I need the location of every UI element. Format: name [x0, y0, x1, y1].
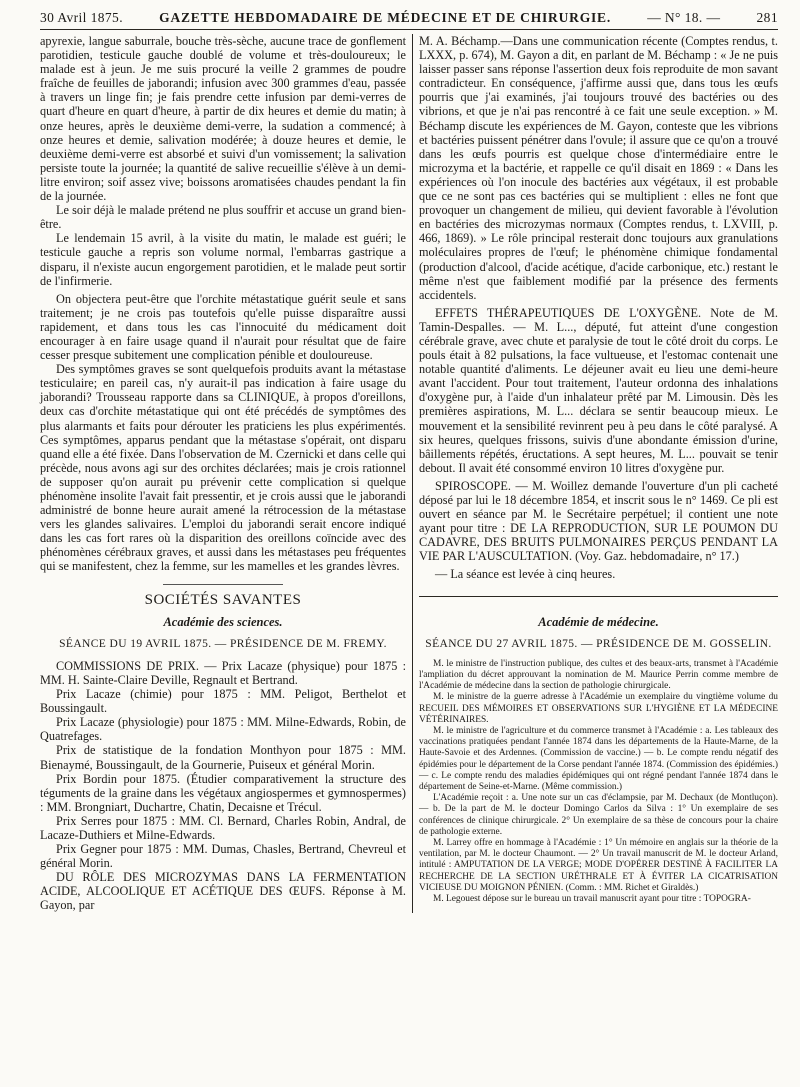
oxygen-paragraph: EFFETS THÉRAPEUTIQUES DE L'OXYGÈNE. Note de M. Tamin-Despalles. — M. L..., député, fut atteint d'une congestion cérébrale grave, avec chute et paralysie de tout le côté droit du corps. Le pouls était à 82 pulsations, la face vultueuse, et l'estomac contenait une notable quantité d'aliments. Le déjeuner avait eu lieu une demi-heure avant l'accident. Pour tout traitement, l'auteur ordonna des inhalations d'oxygène pur, à l'aide d'un inhalateur prêté par M. Limousin. Dès les premières aspirations, M. L... déclara se sentir beaucoup mieux. Le mouvement et la sensibilité revinrent peu à peu dans le côté paralysé. A six heures, quelques frissons, suivis d'une abondante émission d'urine, bâillements répétés, éructations. A sept heures, M. L... pouvait se tenir debout. Il avait été consommé environ 10 litres d'oxygène pur.: [419, 305, 778, 475]
meeting-heading-sciences: SÉANCE DU 19 AVRIL 1875. — PRÉSIDENCE DE M. FREMY.: [59, 637, 387, 650]
left-column: [40, 34, 412, 913]
section-divider: [163, 584, 283, 585]
academy-medicine-heading: Académie de médecine.: [538, 614, 659, 629]
correspondence-item: M. le ministre de l'instruction publique, des cultes et des beaux-arts, transmet à l'Académie l'ampliation du décret approuvant la nomination de M. Maurice Perrin comme membre de l'Académie de médecine dans la section de pathologie chirurgicale.: [419, 658, 778, 692]
correspondence-item: M. Larrey offre en hommage à l'Académie : 1° Un mémoire en anglais sur la théorie de la ventilation, par M. le docteur Chaumont. — 2° Un travail manuscrit de M. le docteur Arland, intitulé : AMPUTATION DE LA VERGE; MODE D'OPÉRER DESTINÉ À FACILITER LA RECHERCHE DE LA SECTION URÉTHRALE ET À ÉVITER LA CICATRISATION VICIEUSE DU MOIGNON PÉNIEN. (Comm. : MM. Richet et Giraldès.): [419, 838, 778, 893]
case-paragraph-2: Le soir déjà le malade prétend ne plus souffrir et accuse un grand bien-être.: [40, 203, 406, 232]
commission-item: Prix Lacaze (chimie) pour 1875 : MM. Peligot, Berthelot et Boussingault.: [40, 687, 406, 716]
commission-item: Prix Gegner pour 1875 : MM. Dumas, Chasles, Bertrand, Chevreul et général Morin.: [40, 842, 406, 871]
meeting-heading-medicine: SÉANCE DU 27 AVRIL 1875. — PRÉSIDENCE DE M. GOSSELIN.: [425, 637, 772, 650]
page-number: 281: [756, 10, 778, 25]
correspondence-item: M. Legouest dépose sur le bureau un travail manuscrit ayant pour titre : TOPOGRA-: [433, 894, 751, 905]
commission-item: COMMISSIONS DE PRIX. — Prix Lacaze (physique) pour 1875 : MM. H. Sainte-Claire Deville, Regnault et Bertrand.: [40, 658, 406, 687]
case-paragraph-1: apyrexie, langue saburrale, bouche très-sèche, aucune trace de gonflement parotidien, testicule gauche doublé de volume et très-douloureux; le malade est à jeun. Je me suis procuré la veille 2 grammes de poudre fraîche de feuilles de jaborandi; infusion avec 300 grammes d'eau, passée à travers un linge fin; je fais prendre cette infusion par demi-verres de quart d'heure en quart d'heure, à partir de dix heures et demie du matin; à onze heures, après le deuxième demi-verre, la sudation a commencé; à onze heures et demie, salivation modérée; à douze heures et demie, le deuxième demi-verre est absorbé et suivi d'un vomissement; la salivation persiste toute la journée; la quantité de salive recueillie s'élève à un demi-litre environ; soif assez vive; boissons aromatisées chaudes pendant la fin de la journée.: [40, 34, 406, 204]
commission-item: Prix Lacaze (physiologie) pour 1875 : MM. Milne-Edwards, Robin, de Quatrefages.: [40, 715, 406, 744]
correspondence-item: L'Académie reçoit : a. Une note sur un cas d'éclampsie, par M. Dechaux (de Montluçon). — b. De la part de M. le docteur Domingo Carlos da Silva : 1° Un exemplaire de ses conférences de clinique chirurgicale. 2° Un exemplaire de sa thèse de concours pour la chaire de pathologie externe.: [419, 793, 778, 837]
running-header: [40, 10, 778, 30]
section-divider: [419, 596, 778, 597]
case-paragraph-3: Le lendemain 15 avril, à la visite du matin, le malade est guéri; le testicule gauche a repris son volume normal, l'embarras gastrique a disparu, il n'existe aucun engorgement parotidien, et le malade peut sortir de l'infirmerie.: [40, 231, 406, 288]
correspondence-item: M. le ministre de l'agriculture et du commerce transmet à l'Académie : a. Les tableaux des vaccinations pratiquées pendant l'année 1874 dans les départements de la Haute-Marne, de la Haute-Savoie et des Ardennes. (Commission de vaccine.) — b. Le compte rendu négatif des épidémies pour le département de la Corse pendant l'année 1874. (Commission des épidémies.) — c. Le compte rendu des maladies épidémiques qui ont régné pendant l'année 1874 dans le département de Seine-et-Marne. (Même commission.): [419, 725, 778, 792]
discussion-paragraph-1: On objectera peut-être que l'orchite métastatique guérit seule et sans traitement; je ne crois pas toutefois qu'elle puisse disparaître aussi rapidement, et dans tous les cas l'innocuité du médicament doit encourager à en faire usage quand il n'aurait pour résultat que de faire cesser presque subitement une complication pénible et douloureuse.: [40, 291, 406, 363]
spiroscope-paragraph: SPIROSCOPE. — M. Woillez demande l'ouverture d'un pli cacheté déposé par lui le 18 décembre 1854, et inscrit sous le n° 1469. Ce pli est ouvert en séance par M. le Secrétaire perpétuel; il contient une note ayant pour titre : DE LA REPRODUCTION, SUR LE POUMON DU CADAVRE, DES BRUITS PULMONAIRES PERÇUS PENDANT LA VIE PAR L'AUSCULTATION. (Voy. Gaz. hebdomadaire, n° 17.): [419, 478, 778, 564]
journal-title: GAZETTE HEBDOMADAIRE DE MÉDECINE ET DE CHIRURGIE.: [159, 10, 612, 25]
bechamp-paragraph: M. A. Béchamp.—Dans une communication récente (Comptes rendus, t. LXXX, p. 674), M. Gayon a dit, en parlant de M. Béchamp : « Je ne puis laisser passer sans réponse l'assertion deux fois reproduite de mon savant contradicteur. En conséquence, j'affirme aussi que, dans tous les œufs pourris que j'ai examinés, j'ai toujours trouvé des bactéries ou des vibrions, et que je n'ai pas rencontré à ce fait une seule exception. » M. Béchamp discute les expériences de M. Gayon, conteste que les vibrions et bactéries puissent pénétrer dans l'ovule; il assure que ce qu'on a trouvé dans les œufs pourris est quelque chose d'intermédiaire entre le microzyma et la bactérie, et rappelle ce qu'il disait en 1869 : « Dans les expériences où l'on inocule des bactéries aux végétaux, il est probable que ce ne sont pas ces bactéries qui se multiplient : elles ne font que provoquer un changement de milieu, qui devient favorable à l'évolution en bactéries des microzymas normaux (Comptes rendus, t. LXVIII, p. 466, 1869). » Le rôle principal resterait donc toujours aux granulations moléculaires propres de l'œuf; le phénomène chimique fondamental (production d'alcool, d'acide acétique, d'acide carbonique, etc.) restant le même n'est que faiblement modifié par la présence des ferments accidentels.: [419, 34, 778, 302]
academy-sciences-heading: Académie des sciences.: [163, 614, 283, 629]
right-column: [412, 34, 778, 913]
session-closed: — La séance est levée à cinq heures.: [435, 567, 616, 582]
section-title: SOCIÉTÉS SAVANTES: [144, 591, 302, 608]
commission-item: Prix de statistique de la fondation Monthyon pour 1875 : MM. Bienaymé, Boussingault, de la Gournerie, Puiseux et général Morin.: [40, 743, 406, 772]
discussion-paragraph-2: Des symptômes graves se sont quelquefois produits avant la métastase testiculaire; en pareil cas, n'y aurait-il pas indication à faire usage du jaborandi? Trousseau rapporte dans sa CLINIQUE, à propos d'oreillons, deux cas d'orchite métastatique qui ont été précédés de symptômes des plus alarmants et faits pour dérouter les praticiens les plus expérimentés. Ces symptômes, apparus pendant que la métastase s'opérait, ont disparu quand elle a été fixée. Dans l'observation de M. Czernicki et dans celle qui précède, nous avons agi sur des orchites déclarées; mais je crois rationnel de supposer qu'on aurait pu prévenir cette complication si quelque phénomène insolite l'avait fait pressentir, et je crois aussi que le jaborandi administré de bonne heure aurait amené la rétrocession de la métastase vers les glandes salivaires. L'emploi du jaborandi serait encore indiqué dans les cas fort rares où la disparition des oreillons coïncide avec des phénomènes cérébraux graves, et aussi dans les métastases peu fréquentes qui se manifestent, chez la femme, sur les mamelles et les grandes lèvres.: [40, 362, 406, 574]
commission-item: Prix Bordin pour 1875. (Étudier comparativement la structure des téguments de la graine dans les végétaux angiospermes et gymnospermes) : MM. Brongniart, Duchartre, Chatin, Decaisne et Trécul.: [40, 771, 406, 814]
correspondence-block: [419, 659, 778, 905]
issue-number: — N° 18. —: [647, 10, 721, 25]
correspondence-item: M. le ministre de la guerre adresse à l'Académie un exemplaire du vingtième volume du RECUEIL DES MÉMOIRES ET OBSERVATIONS SUR L'HYGIÈNE ET LA MÉDECINE VÉTÉRINAIRES.: [419, 692, 778, 725]
header-date: 30 Avril 1875.: [40, 10, 123, 25]
microzymas-item: DU RÔLE DES MICROZYMAS DANS LA FERMENTATION ACIDE, ALCOOLIQUE ET ACÉTIQUE DES ŒUFS. Réponse à M. Gayon, par: [40, 870, 406, 913]
commission-item: Prix Serres pour 1875 : MM. Cl. Bernard, Charles Robin, Andral, de Lacaze-Duthiers et Milne-Edwards.: [40, 813, 406, 842]
